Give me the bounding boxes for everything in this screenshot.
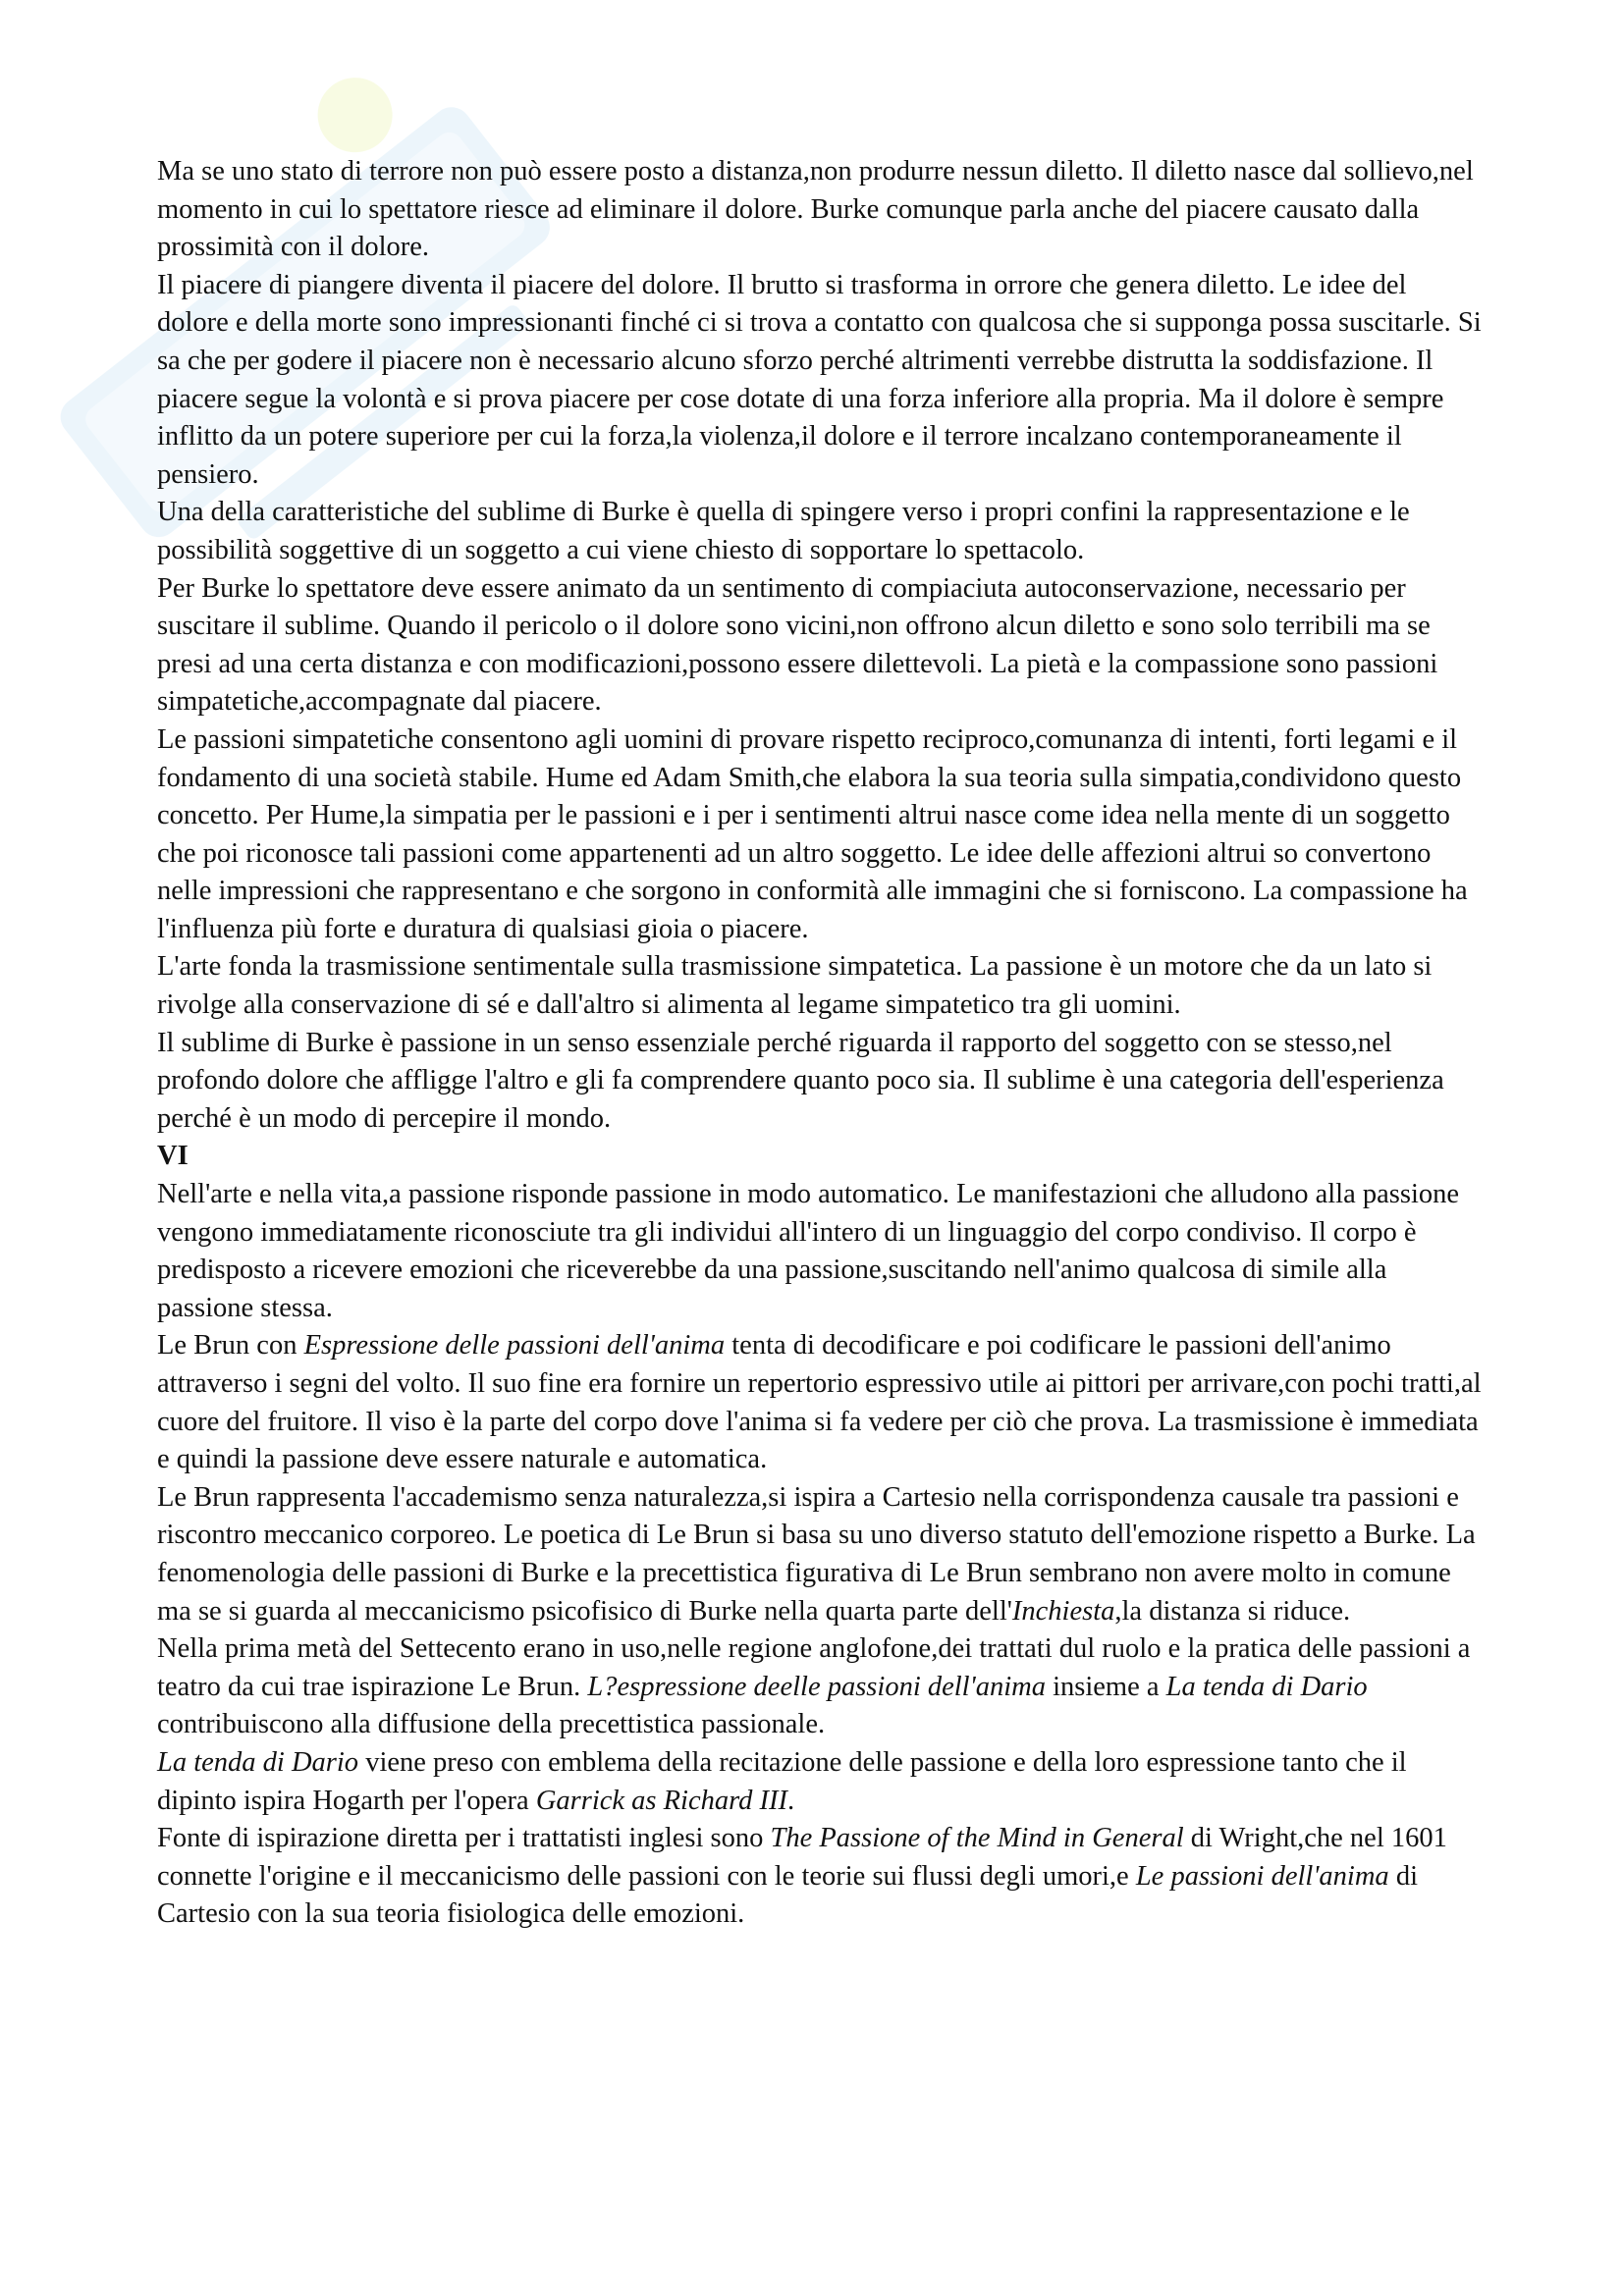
paragraph: Il piacere di piangere diventa il piacere del dolore. Il brutto si trasforma in orrore che genera diletto. Le idee del dolore e della morte sono impressionanti finché ci si trova a contatto con qualcosa che si supponga possa suscitarle. Si sa che per godere il piacere non è necessario alcuno sforzo perché altrimenti verrebbe distrutta la soddisfazione. Il piacere segue la volontà e si prova piacere per cose dotate di una forza inferiore alla propria. Ma il dolore è sempre inflitto da un potere superiore per cui la forza,la violenza,il dolore e il terrore incalzano contemporaneamente il pensiero.: [157, 269, 1482, 490]
italic-title: Inchiesta: [1011, 1595, 1115, 1627]
paragraph: [157, 1630, 1483, 1744]
italic-title: The Passione of the Mind in General: [770, 1823, 1184, 1854]
italic-title: L?espressione deelle passioni dell'anima: [587, 1671, 1046, 1702]
italic-title: Espressione delle passioni dell'anima: [303, 1330, 726, 1362]
text-run: Le Brun rappresenta l'accademismo senza naturalezza,si ispira a Cartesio nella corrispondenza causale tra passioni e riscontro meccanico corporeo. Le poetica di Le Brun si basa su uno diverso statuto dell'emozione rispetto a Burke. La fenomenologia delle passioni di Burke e la precettistica figurativa di Le Brun sembrano non avere molto in comune ma se si guarda al meccanicismo psicofisico di Burke nella quarta parte dell': [157, 1481, 1476, 1627]
paragraph: [157, 1744, 1483, 1820]
text-run: ,la distanza si riduce.: [1114, 1595, 1351, 1627]
paragraph: Ma se uno stato di terrore non può essere posto a distanza,non produrre nessun diletto. Il diletto nasce dal sollievo,nel momento in cui lo spettatore riesce ad eliminare il dolore. Burke comunque parla anche del piacere causato dalla prossimità con il dolore.: [157, 156, 1474, 263]
section-heading: VI: [157, 1141, 189, 1172]
text-run: Fonte di ispirazione diretta per i trattatisti inglesi sono: [157, 1823, 771, 1854]
text-run: di Wright,che nel 1601 connette l'origine e il meccanicismo delle passioni con le teorie sui flussi degli umori,e: [157, 1823, 1447, 1892]
italic-title: La tenda di Dario: [1165, 1671, 1368, 1702]
paragraph: Una della caratteristiche del sublime di Burke è quella di spingere verso i propri confini la rappresentazione e le possibilità soggettive di un soggetto a cui viene chiesto di sopportare lo spettacolo.: [157, 497, 1410, 565]
text-run: tenta di decodificare e poi codificare le passioni dell'animo attraverso i segni del volto. Il suo fine era fornire un repertorio espressivo utile ai pittori per arrivare,con pochi tratti,al cuore del fruitore. Il viso è la parte del corpo dove l'anima si fa vedere per ciò che prova. La trasmissione è immediata e quindi la passione deve essere naturale e automatica.: [157, 1330, 1482, 1475]
paragraph: [157, 1820, 1483, 1934]
text-run: viene preso con emblema della recitazione delle passione e della loro espressione tanto che il dipinto ispira Hogarth per l'opera: [157, 1746, 1407, 1816]
text-run: insieme a: [1045, 1671, 1166, 1702]
paragraph: [157, 1479, 1483, 1630]
text-run: Nella prima metà del Settecento erano in uso,nelle regione anglofone,dei trattati dul ruolo e la pratica delle passioni a teatro da cui trae ispirazione Le Brun.: [157, 1633, 1471, 1702]
text-run: contribuiscono alla diffusione della precettistica passionale.: [157, 1709, 826, 1740]
italic-title: Garrick as Richard III: [535, 1785, 788, 1816]
paragraph: L'arte fonda la trasmissione sentimentale sulla trasmissione simpatetica. La passione è un motore che da un lato si rivolge alla conservazione di sé e dall'altro si alimenta al legame simpatetico tra gli uomini.: [157, 951, 1433, 1021]
paragraph: Il sublime di Burke è passione in un senso essenziale perché riguarda il rapporto del soggetto con se stesso,nel profondo dolore che affligge l'altro e gli fa comprendere quanto poco sia. Il sublime è una categoria dell'esperienza perché è un modo di percepire il mondo.: [157, 1027, 1444, 1134]
italic-title: La tenda di Dario: [157, 1746, 359, 1778]
paragraph: Le passioni simpatetiche consentono agli uomini di provare rispetto reciproco,comunanza di intenti, forti legami e il fondamento di una società stabile. Hume ed Adam Smith,che elabora la sua teoria sulla simpatia,condividono questo concetto. Per Hume,la simpatia per le passioni e i per i sentimenti altrui nasce come idea nella mente di un soggetto che poi riconosce tali passioni come appartenenti ad un altro soggetto. Le idee delle affezioni altrui so convertono nelle impressioni che rappresentano e che sorgono in conformità alle immagini che si forniscono. La compassione ha l'influenza più forte e duratura di qualsiasi gioia o piacere.: [157, 723, 1468, 944]
text-run: di Cartesio con la sua teoria fisiologica delle emozioni.: [157, 1860, 1418, 1930]
text-run: Le Brun con: [157, 1330, 304, 1362]
italic-title: Le passioni dell'anima: [1135, 1860, 1389, 1892]
text-run: .: [787, 1785, 795, 1816]
paragraph: [157, 1327, 1483, 1478]
document-body: [157, 153, 1483, 1934]
paragraph: Per Burke lo spettatore deve essere animato da un sentimento di compiaciuta autoconservazione, necessario per suscitare il sublime. Quando il pericolo o il dolore sono vicini,non offrono alcun diletto e sono solo terribili ma se presi ad una certa distanza e con modificazioni,possono essere dilettevoli. La pietà e la compassione sono passioni simpatetiche,accompagnate dal piacere.: [157, 572, 1438, 718]
paragraph: Nell'arte e nella vita,a passione risponde passione in modo automatico. Le manifestazioni che alludono alla passione vengono immediatamente riconosciute tra gli individui all'intero di un linguaggio del corpo condiviso. Il corpo è predisposto a ricevere emozioni che riceverebbe da una passione,suscitando nell'animo qualcosa di simile alla passione stessa.: [157, 1179, 1460, 1323]
